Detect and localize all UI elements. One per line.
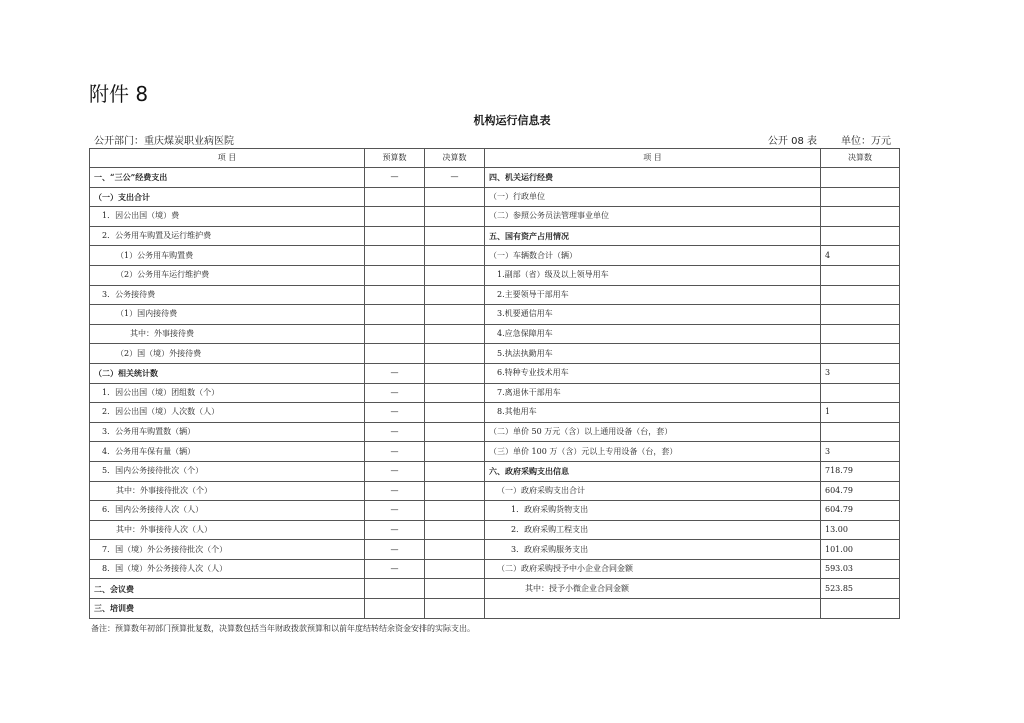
- row-item-right: 2.主要领导干部用车: [485, 285, 821, 305]
- row-final-left: [425, 285, 485, 305]
- row-final-right: [821, 305, 900, 325]
- row-final-left: [425, 579, 485, 599]
- row-budget: —: [365, 461, 425, 481]
- row-budget: —: [365, 422, 425, 442]
- row-final-left: [425, 344, 485, 364]
- table-row: [90, 559, 900, 579]
- row-final-right: [821, 344, 900, 364]
- row-final-left: [425, 422, 485, 442]
- row-final-right: 4: [821, 246, 900, 266]
- row-final-left: [425, 501, 485, 521]
- row-final-left: [425, 403, 485, 423]
- row-final-right: 604.79: [821, 481, 900, 501]
- row-budget: [365, 226, 425, 246]
- row-final-right: [821, 383, 900, 403]
- unit-label: 单位：万元: [841, 136, 891, 147]
- institution-operation-table: [89, 148, 900, 619]
- row-final-left: [425, 207, 485, 227]
- row-final-left: [425, 599, 485, 619]
- row-budget: —: [365, 168, 425, 188]
- table-row: [90, 187, 900, 207]
- row-final-left: [425, 246, 485, 266]
- table-row: [90, 599, 900, 619]
- row-item-left: 3．公务用车购置数（辆）: [90, 422, 365, 442]
- department-label: 公开部门：重庆煤炭职业病医院: [94, 136, 234, 147]
- form-meta: [768, 132, 891, 147]
- row-final-right: 101.00: [821, 540, 900, 560]
- header-final-right: 决算数: [821, 149, 900, 168]
- row-item-left: 6．国内公务接待人次（人）: [90, 501, 365, 521]
- row-final-left: [425, 461, 485, 481]
- row-item-left: 1．因公出国（境）团组数（个）: [90, 383, 365, 403]
- row-item-right: 其中：授予小微企业合同金额: [485, 579, 821, 599]
- row-budget: —: [365, 520, 425, 540]
- table-row: [90, 305, 900, 325]
- table-row: [90, 481, 900, 501]
- row-item-right: 5.执法执勤用车: [485, 344, 821, 364]
- row-budget: [365, 285, 425, 305]
- row-item-right: 四、机关运行经费: [485, 168, 821, 188]
- row-item-right: 4.应急保障用车: [485, 324, 821, 344]
- row-final-left: [425, 520, 485, 540]
- row-item-left: 5．国内公务接待批次（个）: [90, 461, 365, 481]
- form-number: 公开 08 表: [767, 136, 817, 147]
- row-item-left: 其中：外事接待人次（人）: [90, 520, 365, 540]
- row-final-right: 1: [821, 403, 900, 423]
- row-budget: [365, 344, 425, 364]
- row-final-right: [821, 285, 900, 305]
- row-item-left: 其中：外事接待费: [90, 324, 365, 344]
- row-final-right: [821, 226, 900, 246]
- table-row: [90, 363, 900, 383]
- row-final-left: [425, 265, 485, 285]
- table-row: [90, 461, 900, 481]
- row-budget: [365, 599, 425, 619]
- row-budget: —: [365, 501, 425, 521]
- row-final-right: [821, 599, 900, 619]
- row-budget: [365, 207, 425, 227]
- row-item-left: 一、“三公”经费支出: [90, 168, 365, 188]
- row-item-right: 五、国有资产占用情况: [485, 226, 821, 246]
- header-item-right: 项 目: [485, 149, 821, 168]
- table-row: [90, 540, 900, 560]
- row-final-right: [821, 422, 900, 442]
- row-budget: —: [365, 363, 425, 383]
- table-row: [90, 579, 900, 599]
- header-item-left: 项 目: [90, 149, 365, 168]
- header-final-left: 决算数: [425, 149, 485, 168]
- row-final-right: 718.79: [821, 461, 900, 481]
- row-final-right: 593.03: [821, 559, 900, 579]
- row-budget: —: [365, 481, 425, 501]
- row-item-left: 2．因公出国（境）人次数（人）: [90, 403, 365, 423]
- row-budget: —: [365, 403, 425, 423]
- row-item-right: 3．政府采购服务支出: [485, 540, 821, 560]
- row-final-right: [821, 265, 900, 285]
- row-item-right: 1．政府采购货物支出: [485, 501, 821, 521]
- row-item-left: 其中：外事接待批次（个）: [90, 481, 365, 501]
- row-item-right: （一）政府采购支出合计: [485, 481, 821, 501]
- row-budget: —: [365, 383, 425, 403]
- row-final-left: [425, 540, 485, 560]
- table-title: 机构运行信息表: [473, 114, 551, 127]
- table-row: [90, 422, 900, 442]
- row-budget: [365, 246, 425, 266]
- row-item-left: 1．因公出国（境）费: [90, 207, 365, 227]
- row-budget: —: [365, 559, 425, 579]
- row-final-left: [425, 226, 485, 246]
- row-final-right: 3: [821, 442, 900, 462]
- table-row: [90, 324, 900, 344]
- row-final-left: [425, 559, 485, 579]
- row-item-left: 二、会议费: [90, 579, 365, 599]
- attachment-title: 附件 8: [89, 82, 149, 106]
- row-final-left: [425, 187, 485, 207]
- row-item-left: （一）支出合计: [90, 187, 365, 207]
- table-header-row: [90, 149, 900, 168]
- row-final-right: 604.79: [821, 501, 900, 521]
- row-final-left: [425, 383, 485, 403]
- row-item-right: （二）参照公务员法管理事业单位: [485, 207, 821, 227]
- table-row: [90, 501, 900, 521]
- row-item-left: （1）国内接待费: [90, 305, 365, 325]
- row-item-left: 2．公务用车购置及运行维护费: [90, 226, 365, 246]
- row-item-left: （二）相关统计数: [90, 363, 365, 383]
- row-item-right: （一）行政单位: [485, 187, 821, 207]
- header-budget: 预算数: [365, 149, 425, 168]
- row-item-right: 1.副部（省）级及以上领导用车: [485, 265, 821, 285]
- row-budget: [365, 187, 425, 207]
- row-final-right: 13.00: [821, 520, 900, 540]
- table-row: [90, 207, 900, 227]
- row-item-right: 六、政府采购支出信息: [485, 461, 821, 481]
- row-final-left: [425, 324, 485, 344]
- row-item-right: （一）车辆数合计（辆）: [485, 246, 821, 266]
- row-item-right: 6.特种专业技术用车: [485, 363, 821, 383]
- row-item-left: （1）公务用车购置费: [90, 246, 365, 266]
- row-budget: —: [365, 540, 425, 560]
- table-row: [90, 383, 900, 403]
- row-item-right: 2．政府采购工程支出: [485, 520, 821, 540]
- table-row: [90, 226, 900, 246]
- row-item-right: 7.离退休干部用车: [485, 383, 821, 403]
- table-row: [90, 403, 900, 423]
- table-row: [90, 265, 900, 285]
- table-row: [90, 168, 900, 188]
- row-final-left: [425, 442, 485, 462]
- row-final-left: [425, 481, 485, 501]
- row-budget: —: [365, 442, 425, 462]
- row-budget: [365, 579, 425, 599]
- row-final-left: [425, 363, 485, 383]
- row-final-right: 523.85: [821, 579, 900, 599]
- table-row: [90, 285, 900, 305]
- row-final-right: [821, 187, 900, 207]
- row-final-right: 3: [821, 363, 900, 383]
- row-final-left: —: [425, 168, 485, 188]
- table-row: [90, 344, 900, 364]
- table-row: [90, 246, 900, 266]
- row-final-right: [821, 324, 900, 344]
- row-final-left: [425, 305, 485, 325]
- row-budget: [365, 305, 425, 325]
- table-row: [90, 442, 900, 462]
- row-item-right: （三）单价 100 万（含）元以上专用设备（台，套）: [485, 442, 821, 462]
- table-row: [90, 520, 900, 540]
- footnote: 备注：预算数年初部门预算批复数，决算数包括当年财政拨款预算和以前年度结转结余资金安排的实际支出。: [91, 624, 475, 633]
- row-item-left: 3．公务接待费: [90, 285, 365, 305]
- row-item-right: 3.机要通信用车: [485, 305, 821, 325]
- row-item-left: 4．公务用车保有量（辆）: [90, 442, 365, 462]
- row-budget: [365, 265, 425, 285]
- row-item-right: [485, 599, 821, 619]
- row-item-right: （二）政府采购授予中小企业合同金额: [485, 559, 821, 579]
- row-item-right: 8.其他用车: [485, 403, 821, 423]
- row-final-right: [821, 207, 900, 227]
- row-item-left: 7．国（境）外公务接待批次（个）: [90, 540, 365, 560]
- row-item-left: （2）公务用车运行维护费: [90, 265, 365, 285]
- row-item-left: 三、培训费: [90, 599, 365, 619]
- row-budget: [365, 324, 425, 344]
- row-item-left: （2）国（境）外接待费: [90, 344, 365, 364]
- row-item-right: （二）单价 50 万元（含）以上通用设备（台，套）: [485, 422, 821, 442]
- row-final-right: [821, 168, 900, 188]
- row-item-left: 8．国（境）外公务接待人次（人）: [90, 559, 365, 579]
